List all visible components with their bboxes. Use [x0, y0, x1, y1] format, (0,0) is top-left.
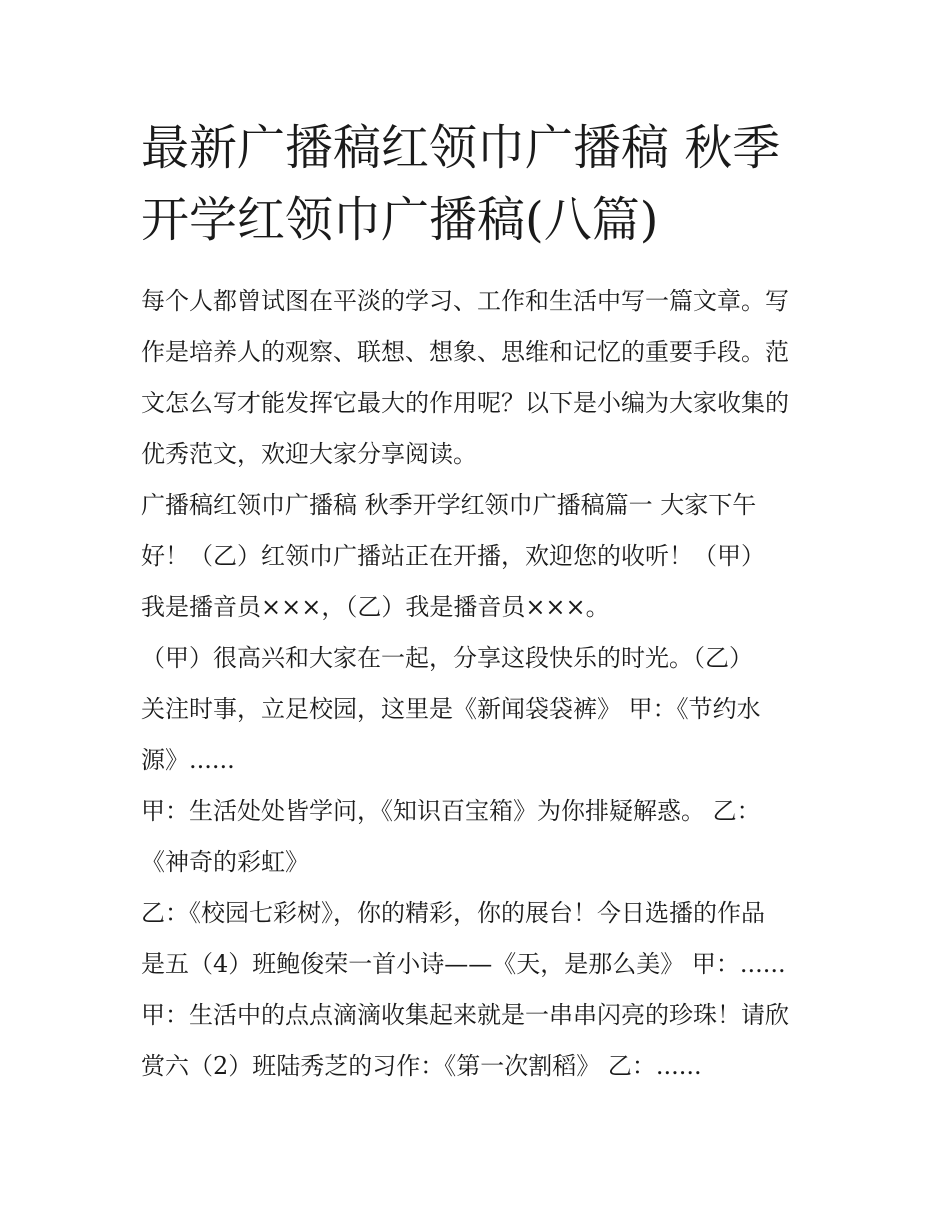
text-line: 源》......	[141, 746, 235, 774]
text-line: 好！（乙）红领巾广播站正在开播，欢迎您的收听！（甲）	[141, 542, 765, 570]
text-line: 赏六（2）班陆秀芝的习作：《第一次割稻》 乙：......	[141, 1052, 702, 1080]
broadcast-script-paragraph	[141, 633, 821, 786]
broadcast-script-paragraph	[141, 990, 821, 1092]
document-content	[141, 112, 821, 1092]
text-line: 我是播音员×××，（乙）我是播音员×××。	[141, 593, 610, 621]
text-line: 作是培养人的观察、联想、想象、思维和记忆的重要手段。范	[141, 338, 789, 366]
text-line: 广播稿红领巾广播稿 秋季开学红领巾广播稿篇一 大家下午	[141, 491, 757, 519]
title-line-2: 开学红领巾广播稿(八篇)	[141, 192, 659, 248]
broadcast-script-paragraph	[141, 888, 821, 990]
text-line: 《神奇的彩虹》	[141, 848, 309, 876]
text-line: 文怎么写才能发挥它最大的作用呢？以下是小编为大家收集的	[141, 389, 789, 417]
intro-paragraph	[141, 276, 821, 480]
text-line: 甲：生活处处皆学问，《知识百宝箱》为你排疑解惑。 乙：	[141, 797, 761, 825]
broadcast-script-paragraph	[141, 480, 821, 633]
text-line: 优秀范文，欢迎大家分享阅读。	[141, 440, 477, 468]
broadcast-script-paragraph	[141, 786, 821, 888]
page-title	[141, 112, 821, 256]
text-line: 每个人都曾试图在平淡的学习、工作和生活中写一篇文章。写	[141, 287, 789, 315]
text-line: 乙：《校园七彩树》，你的精彩，你的展台！今日选播的作品	[141, 899, 765, 927]
text-line: 关注时事，立足校园，这里是《新闻袋袋裤》 甲：《节约水	[141, 695, 761, 723]
text-line: （甲）很高兴和大家在一起，分享这段快乐的时光。（乙）	[141, 644, 753, 672]
text-line: 甲：生活中的点点滴滴收集起来就是一串串闪亮的珍珠！请欣	[141, 1001, 789, 1029]
title-line-1: 最新广播稿红领巾广播稿 秋季	[141, 120, 781, 176]
text-line: 是五（4）班鲍俊荣一首小诗——《天，是那么美》 甲：......	[141, 950, 786, 978]
